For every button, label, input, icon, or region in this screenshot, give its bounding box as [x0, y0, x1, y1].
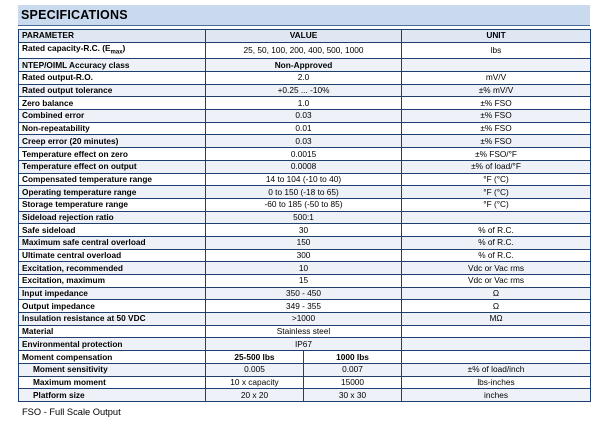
- unit-cell: Vdc or Vac rms: [402, 262, 591, 275]
- moment-param: Maximum moment: [19, 376, 206, 389]
- unit-cell: % of R.C.: [402, 224, 591, 237]
- moment-value-a: 20 x 20: [206, 389, 304, 402]
- unit-cell: ±% mV/V: [402, 84, 591, 97]
- unit-cell: lbs: [402, 42, 591, 59]
- moment-value-b: 0.007: [304, 363, 402, 376]
- table-row: [19, 110, 591, 123]
- param-label: Storage temperature range: [22, 199, 129, 210]
- unit-cell: % of R.C.: [402, 249, 591, 262]
- param-label: Output impedance: [22, 300, 95, 311]
- spec-body: [19, 42, 591, 401]
- value-cell: 349 - 355: [206, 300, 402, 313]
- table-row: [19, 275, 591, 288]
- value-cell: 150: [206, 236, 402, 249]
- value-cell: 1.0: [206, 97, 402, 110]
- param-cell: [19, 186, 206, 199]
- table-row: [19, 59, 591, 72]
- unit-cell: ±% FSO: [402, 97, 591, 110]
- header-unit: UNIT: [402, 30, 591, 43]
- header-row: [19, 30, 591, 43]
- unit-cell: ±% FSO/°F: [402, 148, 591, 161]
- param-cell: [19, 211, 206, 224]
- param-label: Maximum safe central overload: [22, 237, 146, 248]
- table-row: [19, 122, 591, 135]
- unit-cell: Vdc or Vac rms: [402, 275, 591, 288]
- unit-cell: mV/V: [402, 72, 591, 85]
- param-label: Creep error (20 minutes): [22, 135, 119, 146]
- unit-cell: [402, 325, 591, 338]
- value-cell: 0 to 150 (-18 to 65): [206, 186, 402, 199]
- value-cell: 2.0: [206, 72, 402, 85]
- footnote: FSO - Full Scale Output: [22, 407, 121, 417]
- param-label: Operating temperature range: [22, 186, 137, 197]
- table-row: [19, 287, 591, 300]
- section-title: SPECIFICATIONS: [18, 5, 590, 26]
- table-row: [19, 42, 591, 59]
- unit-cell: Ω: [402, 287, 591, 300]
- table-row: [19, 72, 591, 85]
- param-cell: [19, 236, 206, 249]
- value-cell: >1000: [206, 313, 402, 326]
- param-label: Temperature effect on zero: [22, 148, 128, 159]
- value-cell: 10: [206, 262, 402, 275]
- header-value: VALUE: [206, 30, 402, 43]
- value-cell: 0.0008: [206, 160, 402, 173]
- unit-cell: ±% FSO: [402, 135, 591, 148]
- value-cell: -60 to 185 (-50 to 85): [206, 198, 402, 211]
- value-cell: 0.03: [206, 135, 402, 148]
- unit-cell: [402, 59, 591, 72]
- value-cell: IP67: [206, 338, 402, 351]
- unit-cell: [402, 338, 591, 351]
- header-parameter: PARAMETER: [19, 30, 206, 43]
- moment-header-row: [19, 351, 591, 364]
- param-cell: [19, 173, 206, 186]
- value-cell: 350 - 450: [206, 287, 402, 300]
- param-label: Material: [22, 326, 54, 337]
- table-row: [19, 300, 591, 313]
- value-cell: 500:1: [206, 211, 402, 224]
- param-label: Rated capacity-R.C. (E: [22, 42, 111, 53]
- moment-unit-empty: [402, 351, 591, 364]
- unit-cell: °F (°C): [402, 186, 591, 199]
- moment-value-b: 30 x 30: [304, 389, 402, 402]
- spec-sheet: [18, 5, 590, 402]
- param-cell: [19, 148, 206, 161]
- param-subscript: max: [110, 49, 123, 56]
- param-cell: [19, 262, 206, 275]
- param-cell: [19, 224, 206, 237]
- param-cell: [19, 122, 206, 135]
- param-cell: [19, 72, 206, 85]
- value-cell: Non-Approved: [206, 59, 402, 72]
- moment-label: Moment compensation: [19, 351, 206, 364]
- table-row: [19, 97, 591, 110]
- table-row: [19, 84, 591, 97]
- table-row: [19, 249, 591, 262]
- param-cell: [19, 160, 206, 173]
- param-label: Rated output-R.O.: [22, 72, 93, 83]
- table-row: [19, 313, 591, 326]
- param-cell: [19, 313, 206, 326]
- table-row: [19, 236, 591, 249]
- param-label: Non-repeatability: [22, 123, 90, 134]
- value-cell: +0.25 ... -10%: [206, 84, 402, 97]
- param-cell: [19, 338, 206, 351]
- value-cell: 300: [206, 249, 402, 262]
- param-label: Insulation resistance at 50 VDC: [22, 313, 146, 324]
- moment-row: [19, 376, 591, 389]
- unit-cell: ±% FSO: [402, 122, 591, 135]
- param-label: Excitation, maximum: [22, 275, 105, 286]
- param-cell: [19, 198, 206, 211]
- param-cell: [19, 110, 206, 123]
- param-label: Rated output tolerance: [22, 85, 113, 96]
- value-cell: 25, 50, 100, 200, 400, 500, 1000: [206, 42, 402, 59]
- param-label-after: ): [122, 42, 126, 53]
- param-label: Compensated temperature range: [22, 173, 153, 184]
- param-label: Sideload rejection ratio: [22, 211, 114, 222]
- unit-cell: MΩ: [402, 313, 591, 326]
- table-row: [19, 160, 591, 173]
- unit-cell: % of R.C.: [402, 236, 591, 249]
- param-cell: [19, 97, 206, 110]
- value-cell: 0.03: [206, 110, 402, 123]
- table-row: [19, 148, 591, 161]
- table-row: [19, 338, 591, 351]
- param-cell: [19, 325, 206, 338]
- param-label: Ultimate central overload: [22, 250, 122, 260]
- param-cell: [19, 287, 206, 300]
- table-row: [19, 198, 591, 211]
- value-cell: 30: [206, 224, 402, 237]
- param-label: Temperature effect on output: [22, 161, 137, 172]
- param-cell: [19, 249, 206, 262]
- param-label: Zero balance: [22, 97, 74, 108]
- moment-row: [19, 363, 591, 376]
- param-label: Input impedance: [22, 288, 88, 299]
- param-label: NTEP/OIML Accuracy class: [22, 59, 130, 70]
- moment-col-b: 1000 lbs: [304, 351, 402, 364]
- param-cell: [19, 300, 206, 313]
- unit-cell: °F (°C): [402, 198, 591, 211]
- param-cell: [19, 42, 206, 59]
- unit-cell: ±% of load/°F: [402, 160, 591, 173]
- value-cell: Stainless steel: [206, 325, 402, 338]
- param-label: Environmental protection: [22, 338, 123, 349]
- moment-unit: ±% of load/inch: [402, 363, 591, 376]
- unit-cell: °F (°C): [402, 173, 591, 186]
- moment-value-a: 10 x capacity: [206, 376, 304, 389]
- param-cell: [19, 84, 206, 97]
- param-cell: [19, 135, 206, 148]
- moment-param: Moment sensitivity: [19, 363, 206, 376]
- table-row: [19, 325, 591, 338]
- param-cell: [19, 59, 206, 72]
- moment-param: Platform size: [19, 389, 206, 402]
- value-cell: 14 to 104 (-10 to 40): [206, 173, 402, 186]
- table-row: [19, 211, 591, 224]
- unit-cell: Ω: [402, 300, 591, 313]
- value-cell: 0.0015: [206, 148, 402, 161]
- moment-col-a: 25-500 lbs: [206, 351, 304, 364]
- table-row: [19, 135, 591, 148]
- param-label: Excitation, recommended: [22, 262, 123, 273]
- moment-row: [19, 389, 591, 402]
- param-label: Combined error: [22, 110, 85, 121]
- moment-unit: lbs-inches: [402, 376, 591, 389]
- unit-cell: ±% FSO: [402, 110, 591, 123]
- moment-unit: inches: [402, 389, 591, 402]
- table-row: [19, 173, 591, 186]
- param-label: Safe sideload: [22, 224, 76, 235]
- param-cell: [19, 275, 206, 288]
- moment-value-b: 15000: [304, 376, 402, 389]
- table-row: [19, 186, 591, 199]
- table-row: [19, 224, 591, 237]
- spec-table: [18, 29, 591, 402]
- value-cell: 0.01: [206, 122, 402, 135]
- moment-value-a: 0.005: [206, 363, 304, 376]
- value-cell: 15: [206, 275, 402, 288]
- table-row: [19, 262, 591, 275]
- unit-cell: [402, 211, 591, 224]
